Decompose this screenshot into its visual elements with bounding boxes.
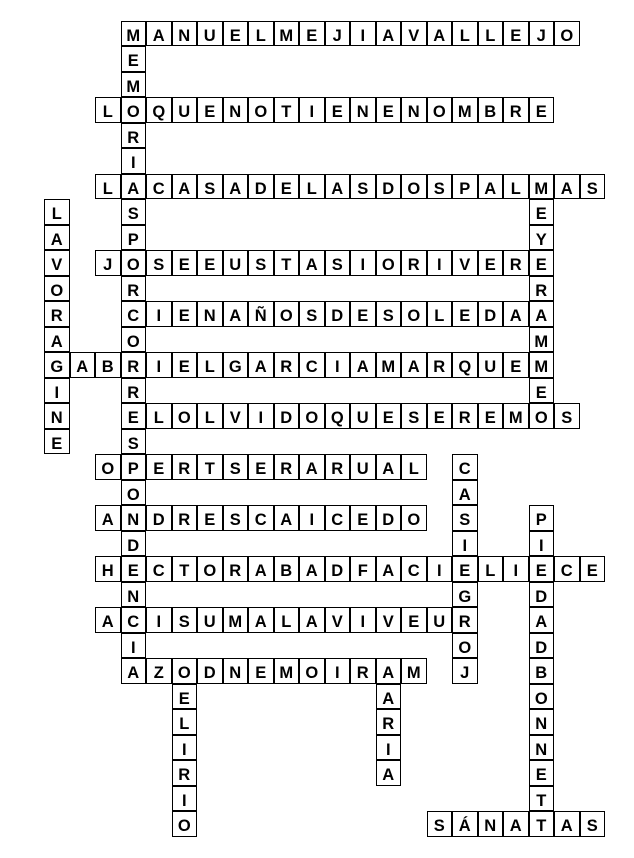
letter-cell[interactable]: I [350,21,376,47]
letter-cell[interactable]: E [478,250,504,276]
letter-cell[interactable]: U [197,607,223,633]
letter-cell[interactable]: C [299,352,325,378]
letter-cell[interactable]: P [529,505,555,531]
letter-cell[interactable]: E [529,250,555,276]
letter-cell[interactable]: N [197,301,223,327]
letter-cell[interactable]: O [452,633,478,659]
letter-cell[interactable]: M [274,21,300,47]
letter-cell[interactable]: B [478,97,504,123]
letter-cell[interactable]: E [44,429,70,455]
letter-cell[interactable]: A [554,174,580,200]
letter-cell[interactable]: A [376,454,402,480]
letter-cell[interactable]: A [274,505,300,531]
letter-cell[interactable]: R [121,276,147,302]
letter-cell[interactable]: R [503,97,529,123]
letter-cell[interactable]: E [529,378,555,404]
letter-cell[interactable]: E [529,97,555,123]
letter-cell[interactable]: R [223,556,249,582]
letter-cell[interactable]: S [172,607,198,633]
letter-cell[interactable]: A [478,174,504,200]
letter-cell[interactable]: I [452,531,478,557]
letter-cell[interactable]: O [95,454,121,480]
letter-cell[interactable]: M [274,658,300,684]
letter-cell[interactable]: L [146,403,172,429]
letter-cell[interactable]: A [121,174,147,200]
letter-cell[interactable]: U [223,250,249,276]
letter-cell[interactable]: R [172,505,198,531]
letter-cell[interactable]: L [478,21,504,47]
letter-cell[interactable]: I [350,607,376,633]
letter-cell[interactable]: R [529,276,555,302]
letter-cell[interactable]: N [223,97,249,123]
letter-cell[interactable]: S [223,505,249,531]
letter-cell[interactable]: J [95,250,121,276]
letter-cell[interactable]: I [121,148,147,174]
letter-cell[interactable]: S [350,174,376,200]
letter-cell[interactable]: I [427,250,453,276]
letter-cell[interactable]: O [401,174,427,200]
letter-cell[interactable]: T [529,811,555,837]
letter-cell[interactable]: A [299,250,325,276]
letter-cell[interactable]: O [121,327,147,353]
letter-cell[interactable]: I [529,531,555,557]
letter-cell[interactable]: I [350,250,376,276]
letter-cell[interactable]: A [452,480,478,506]
letter-cell[interactable]: Ñ [248,301,274,327]
letter-cell[interactable]: I [503,556,529,582]
letter-cell[interactable]: I [427,556,453,582]
letter-cell[interactable]: A [376,556,402,582]
letter-cell[interactable]: N [44,403,70,429]
letter-cell[interactable]: P [121,225,147,251]
letter-cell[interactable]: S [325,250,351,276]
letter-cell[interactable]: T [197,454,223,480]
letter-cell[interactable]: A [248,352,274,378]
letter-cell[interactable]: U [172,97,198,123]
letter-cell[interactable]: R [172,760,198,786]
letter-cell[interactable]: U [350,454,376,480]
letter-cell[interactable]: R [452,403,478,429]
letter-cell[interactable]: E [172,684,198,710]
letter-cell[interactable]: A [529,607,555,633]
letter-cell[interactable]: S [427,811,453,837]
letter-cell[interactable]: I [299,97,325,123]
letter-cell[interactable]: N [121,582,147,608]
letter-cell[interactable]: Q [452,352,478,378]
letter-cell[interactable]: S [580,811,606,837]
letter-cell[interactable]: F [350,556,376,582]
letter-cell[interactable]: I [248,403,274,429]
letter-cell[interactable]: L [172,709,198,735]
letter-cell[interactable]: I [146,607,172,633]
letter-cell[interactable]: S [248,250,274,276]
letter-cell[interactable]: L [478,556,504,582]
letter-cell[interactable]: I [325,352,351,378]
letter-cell[interactable]: M [401,658,427,684]
letter-cell[interactable]: E [503,352,529,378]
letter-cell[interactable]: E [503,21,529,47]
letter-cell[interactable]: A [299,556,325,582]
letter-cell[interactable]: A [350,352,376,378]
letter-cell[interactable]: I [121,633,147,659]
letter-cell[interactable]: A [529,301,555,327]
letter-cell[interactable]: J [452,658,478,684]
letter-cell[interactable]: I [146,301,172,327]
letter-cell[interactable]: E [146,454,172,480]
letter-cell[interactable]: E [325,97,351,123]
letter-cell[interactable]: R [274,454,300,480]
letter-cell[interactable]: E [274,174,300,200]
letter-cell[interactable]: I [44,378,70,404]
letter-cell[interactable]: Q [146,97,172,123]
letter-cell[interactable]: O [299,403,325,429]
letter-cell[interactable]: O [554,21,580,47]
letter-cell[interactable]: L [197,352,223,378]
letter-cell[interactable]: R [503,250,529,276]
letter-cell[interactable]: T [172,556,198,582]
letter-cell[interactable]: R [325,454,351,480]
letter-cell[interactable]: O [172,403,198,429]
letter-cell[interactable]: A [401,352,427,378]
letter-cell[interactable]: A [146,21,172,47]
letter-cell[interactable]: L [44,199,70,225]
letter-cell[interactable]: A [376,658,402,684]
letter-cell[interactable]: A [503,811,529,837]
letter-cell[interactable]: E [197,505,223,531]
letter-cell[interactable]: M [503,403,529,429]
letter-cell[interactable]: N [401,97,427,123]
letter-cell[interactable]: L [401,454,427,480]
letter-cell[interactable]: C [554,556,580,582]
letter-cell[interactable]: M [121,21,147,47]
letter-cell[interactable]: R [121,378,147,404]
letter-cell[interactable]: O [197,556,223,582]
letter-cell[interactable]: O [121,97,147,123]
letter-cell[interactable]: N [121,505,147,531]
letter-cell[interactable]: O [529,684,555,710]
letter-cell[interactable]: P [121,454,147,480]
letter-cell[interactable]: E [529,760,555,786]
letter-cell[interactable]: J [325,21,351,47]
letter-cell[interactable]: E [248,658,274,684]
letter-cell[interactable]: U [197,21,223,47]
letter-cell[interactable]: M [376,352,402,378]
letter-cell[interactable]: R [376,709,402,735]
letter-cell[interactable]: I [172,735,198,761]
letter-cell[interactable]: A [503,301,529,327]
letter-cell[interactable]: R [44,301,70,327]
letter-cell[interactable]: R [350,658,376,684]
letter-cell[interactable]: S [121,429,147,455]
letter-cell[interactable]: A [223,301,249,327]
letter-cell[interactable]: M [223,607,249,633]
letter-cell[interactable]: R [452,607,478,633]
letter-cell[interactable]: D [325,301,351,327]
letter-cell[interactable]: I [325,658,351,684]
letter-cell[interactable]: N [478,811,504,837]
letter-cell[interactable]: V [223,403,249,429]
letter-cell[interactable]: C [121,301,147,327]
letter-cell[interactable]: S [121,199,147,225]
letter-cell[interactable]: D [121,531,147,557]
letter-cell[interactable]: O [248,97,274,123]
letter-cell[interactable]: V [325,607,351,633]
letter-cell[interactable]: R [401,250,427,276]
letter-cell[interactable]: R [427,352,453,378]
letter-cell[interactable]: D [248,174,274,200]
letter-cell[interactable]: E [172,352,198,378]
letter-cell[interactable]: D [478,301,504,327]
letter-cell[interactable]: M [529,352,555,378]
letter-cell[interactable]: M [529,327,555,353]
letter-cell[interactable]: R [121,123,147,149]
letter-cell[interactable]: E [350,505,376,531]
letter-cell[interactable]: E [401,607,427,633]
letter-cell[interactable]: L [197,403,223,429]
letter-cell[interactable]: G [452,582,478,608]
letter-cell[interactable]: A [248,607,274,633]
letter-cell[interactable]: A [554,811,580,837]
letter-cell[interactable]: C [452,454,478,480]
letter-cell[interactable]: Y [529,225,555,251]
letter-cell[interactable]: A [223,174,249,200]
letter-cell[interactable]: V [44,250,70,276]
letter-cell[interactable]: U [427,607,453,633]
letter-cell[interactable]: M [121,72,147,98]
letter-cell[interactable]: O [401,505,427,531]
letter-cell[interactable]: M [529,174,555,200]
letter-cell[interactable]: T [529,786,555,812]
letter-cell[interactable]: O [172,811,198,837]
letter-cell[interactable]: Á [452,811,478,837]
letter-cell[interactable]: E [121,556,147,582]
letter-cell[interactable]: A [325,174,351,200]
letter-cell[interactable]: T [274,250,300,276]
letter-cell[interactable]: Q [325,403,351,429]
letter-cell[interactable]: D [146,505,172,531]
letter-cell[interactable]: E [376,97,402,123]
letter-cell[interactable]: S [146,250,172,276]
letter-cell[interactable]: A [248,556,274,582]
letter-cell[interactable]: E [529,199,555,225]
letter-cell[interactable]: V [376,607,402,633]
letter-cell[interactable]: E [299,21,325,47]
letter-cell[interactable]: N [172,21,198,47]
letter-cell[interactable]: H [95,556,121,582]
letter-cell[interactable]: E [248,454,274,480]
letter-cell[interactable]: E [350,301,376,327]
letter-cell[interactable]: G [44,352,70,378]
letter-cell[interactable]: A [121,658,147,684]
letter-cell[interactable]: O [121,480,147,506]
letter-cell[interactable]: A [95,607,121,633]
letter-cell[interactable]: P [452,174,478,200]
letter-cell[interactable]: S [452,505,478,531]
letter-cell[interactable]: A [95,505,121,531]
letter-cell[interactable]: I [376,735,402,761]
letter-cell[interactable]: A [376,21,402,47]
letter-cell[interactable]: R [274,352,300,378]
letter-cell[interactable]: A [70,352,96,378]
letter-cell[interactable]: L [274,607,300,633]
letter-cell[interactable]: E [478,403,504,429]
letter-cell[interactable]: S [427,174,453,200]
letter-cell[interactable]: I [146,352,172,378]
letter-cell[interactable]: L [95,174,121,200]
letter-cell[interactable]: E [529,556,555,582]
letter-cell[interactable]: E [172,301,198,327]
letter-cell[interactable]: D [529,582,555,608]
letter-cell[interactable]: B [274,556,300,582]
letter-cell[interactable]: N [529,709,555,735]
letter-cell[interactable]: C [248,505,274,531]
letter-cell[interactable]: E [121,403,147,429]
letter-cell[interactable]: Z [146,658,172,684]
letter-cell[interactable]: E [197,97,223,123]
letter-cell[interactable]: D [376,174,402,200]
letter-cell[interactable]: N [223,658,249,684]
letter-cell[interactable]: I [299,505,325,531]
letter-cell[interactable]: O [427,97,453,123]
letter-cell[interactable]: S [376,301,402,327]
letter-cell[interactable]: S [299,301,325,327]
letter-cell[interactable]: E [121,46,147,72]
letter-cell[interactable]: O [274,301,300,327]
letter-cell[interactable]: A [299,454,325,480]
letter-cell[interactable]: L [452,21,478,47]
letter-cell[interactable]: G [223,352,249,378]
letter-cell[interactable]: R [172,454,198,480]
letter-cell[interactable]: C [325,505,351,531]
letter-cell[interactable]: C [146,556,172,582]
letter-cell[interactable]: A [44,327,70,353]
letter-cell[interactable]: O [172,658,198,684]
letter-cell[interactable]: N [529,735,555,761]
letter-cell[interactable]: E [376,403,402,429]
letter-cell[interactable]: L [427,301,453,327]
letter-cell[interactable]: L [299,174,325,200]
letter-cell[interactable]: N [350,97,376,123]
letter-cell[interactable]: B [95,352,121,378]
letter-cell[interactable]: O [299,658,325,684]
letter-cell[interactable]: L [248,21,274,47]
letter-cell[interactable]: E [452,301,478,327]
letter-cell[interactable]: A [376,684,402,710]
letter-cell[interactable]: E [580,556,606,582]
letter-cell[interactable]: V [452,250,478,276]
letter-cell[interactable]: J [529,21,555,47]
letter-cell[interactable]: L [95,97,121,123]
letter-cell[interactable]: O [376,250,402,276]
letter-cell[interactable]: E [223,21,249,47]
letter-cell[interactable]: C [121,607,147,633]
letter-cell[interactable]: D [197,658,223,684]
letter-cell[interactable]: I [172,786,198,812]
letter-cell[interactable]: S [223,454,249,480]
letter-cell[interactable]: S [401,403,427,429]
letter-cell[interactable]: L [503,174,529,200]
letter-cell[interactable]: A [299,607,325,633]
letter-cell[interactable]: T [274,97,300,123]
letter-cell[interactable]: A [44,225,70,251]
letter-cell[interactable]: D [529,633,555,659]
letter-cell[interactable]: E [172,250,198,276]
letter-cell[interactable]: R [121,352,147,378]
letter-cell[interactable]: B [529,658,555,684]
letter-cell[interactable]: C [401,556,427,582]
letter-cell[interactable]: E [427,403,453,429]
letter-cell[interactable]: E [197,250,223,276]
letter-cell[interactable]: S [197,174,223,200]
letter-cell[interactable]: O [121,250,147,276]
letter-cell[interactable]: O [529,403,555,429]
letter-cell[interactable]: M [452,97,478,123]
letter-cell[interactable]: A [172,174,198,200]
letter-cell[interactable]: S [580,174,606,200]
letter-cell[interactable]: A [376,760,402,786]
letter-cell[interactable]: V [401,21,427,47]
letter-cell[interactable]: D [376,505,402,531]
letter-cell[interactable]: E [452,556,478,582]
letter-cell[interactable]: S [554,403,580,429]
letter-cell[interactable]: U [478,352,504,378]
letter-cell[interactable]: C [146,174,172,200]
letter-cell[interactable]: U [350,403,376,429]
letter-cell[interactable]: D [274,403,300,429]
letter-cell[interactable]: O [401,301,427,327]
letter-cell[interactable]: O [44,276,70,302]
letter-cell[interactable]: A [427,21,453,47]
letter-cell[interactable]: D [325,556,351,582]
